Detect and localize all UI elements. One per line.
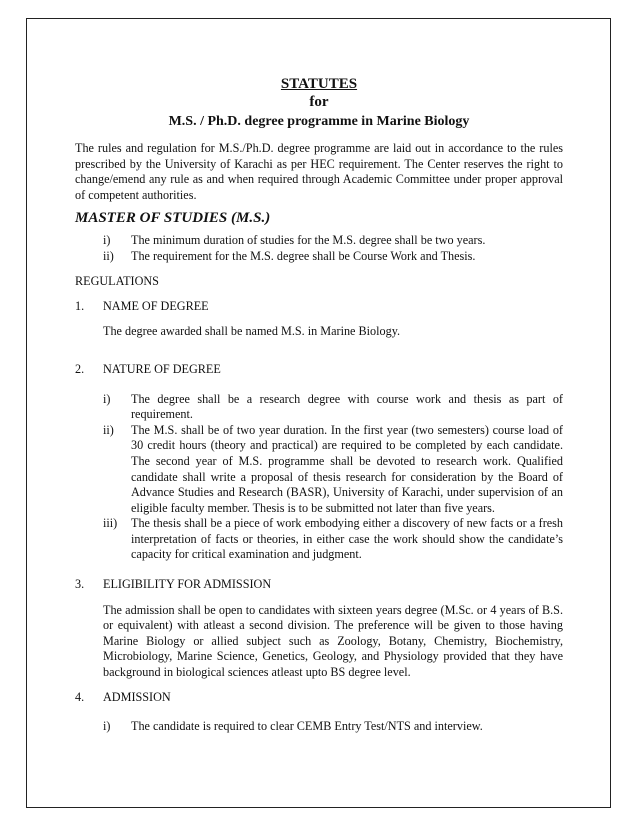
- list-item-number: i): [103, 391, 111, 406]
- ms-list: [75, 233, 563, 264]
- title-block: [75, 75, 563, 131]
- list-item-text: The minimum duration of studies for the M.S. degree shall be two years.: [131, 232, 486, 247]
- list-item-text: The M.S. shall be of two year duration. In the first year (two semesters) course load of 30 credit hours (theory and practical) are required to be completed by each candidate. The second year of M.S. programme shall be devoted to research work. Qualified candidate shall write a proposal of thesis research for consideration by the Board of Advance Studies and Research (BASR), University of Karachi, under supervision of an eligible faculty member. Thesis is to be submitted not later than five years.: [131, 422, 563, 515]
- list-item: [75, 233, 563, 249]
- section-heading: ELIGIBILITY FOR ADMISSION: [103, 577, 272, 592]
- document-title: STATUTES: [280, 76, 358, 92]
- section-eligibility: [75, 577, 563, 593]
- list-item-number: ii): [103, 422, 114, 437]
- section-nature-of-degree: [75, 362, 563, 378]
- section-number: 2.: [75, 361, 85, 376]
- list-item-number: i): [103, 232, 111, 247]
- section-heading: NATURE OF DEGREE: [103, 361, 221, 376]
- intro-paragraph: The rules and regulation for M.S./Ph.D. degree programme are laid out in accordance to the rules prescribed by the University of Karachi as per HEC requirement. The Center reserves the right to change/emend any rule as and when required through Academic Committee under proper approval of competent authorities.: [75, 141, 563, 202]
- document-page: [75, 75, 563, 735]
- section-name-of-degree: [75, 299, 563, 315]
- title-for: for: [309, 94, 329, 110]
- section-admission: [75, 690, 563, 706]
- list-item-text: The thesis shall be a piece of work embodying either a discovery of new facts or a fresh interpretation of facts or theories, in either case the work should show the candidate’s capacity for critical examination and judgment.: [131, 516, 563, 562]
- section-heading: ADMISSION: [103, 689, 171, 704]
- list-item-text: The requirement for the M.S. degree shall be Course Work and Thesis.: [131, 248, 476, 263]
- section-number: 3.: [75, 577, 85, 592]
- regulations-heading: REGULATIONS: [75, 274, 159, 289]
- list-item-number: i): [103, 719, 111, 734]
- list-item: [75, 249, 563, 265]
- list-item-text: The degree shall be a research degree with course work and thesis as part of requirement.: [131, 391, 563, 422]
- section-number: 4.: [75, 689, 85, 704]
- list-item: [75, 516, 563, 563]
- list-item: [75, 719, 563, 735]
- list-item-number: ii): [103, 248, 114, 263]
- list-item-number: iii): [103, 516, 118, 531]
- section-number: 1.: [75, 298, 85, 313]
- list-item: [75, 392, 563, 423]
- list-item: [75, 423, 563, 517]
- section-body: The degree awarded shall be named M.S. in Marine Biology.: [103, 324, 401, 339]
- list-item-text: The candidate is required to clear CEMB Entry Test/NTS and interview.: [131, 719, 483, 734]
- section-heading: NAME OF DEGREE: [103, 298, 209, 313]
- programme-title: M.S. / Ph.D. degree programme in Marine Biology: [168, 114, 470, 129]
- nature-list: [75, 392, 563, 564]
- ms-heading: MASTER OF STUDIES (M.S.): [75, 210, 271, 227]
- admission-list: [75, 719, 563, 735]
- section-body: The admission shall be open to candidates with sixteen years degree (M.Sc. or 4 years of B.S. or equivalent) with atleast a second division. The preference will be given to those having Marine Biology or allied subject such as Zoology, Botany, Chemistry, Biochemistry, Microbiology, Marine Science, Genetics, Geology, and Physiology provided that they have background in biological sciences atleast upto BS degree level.: [103, 602, 563, 680]
